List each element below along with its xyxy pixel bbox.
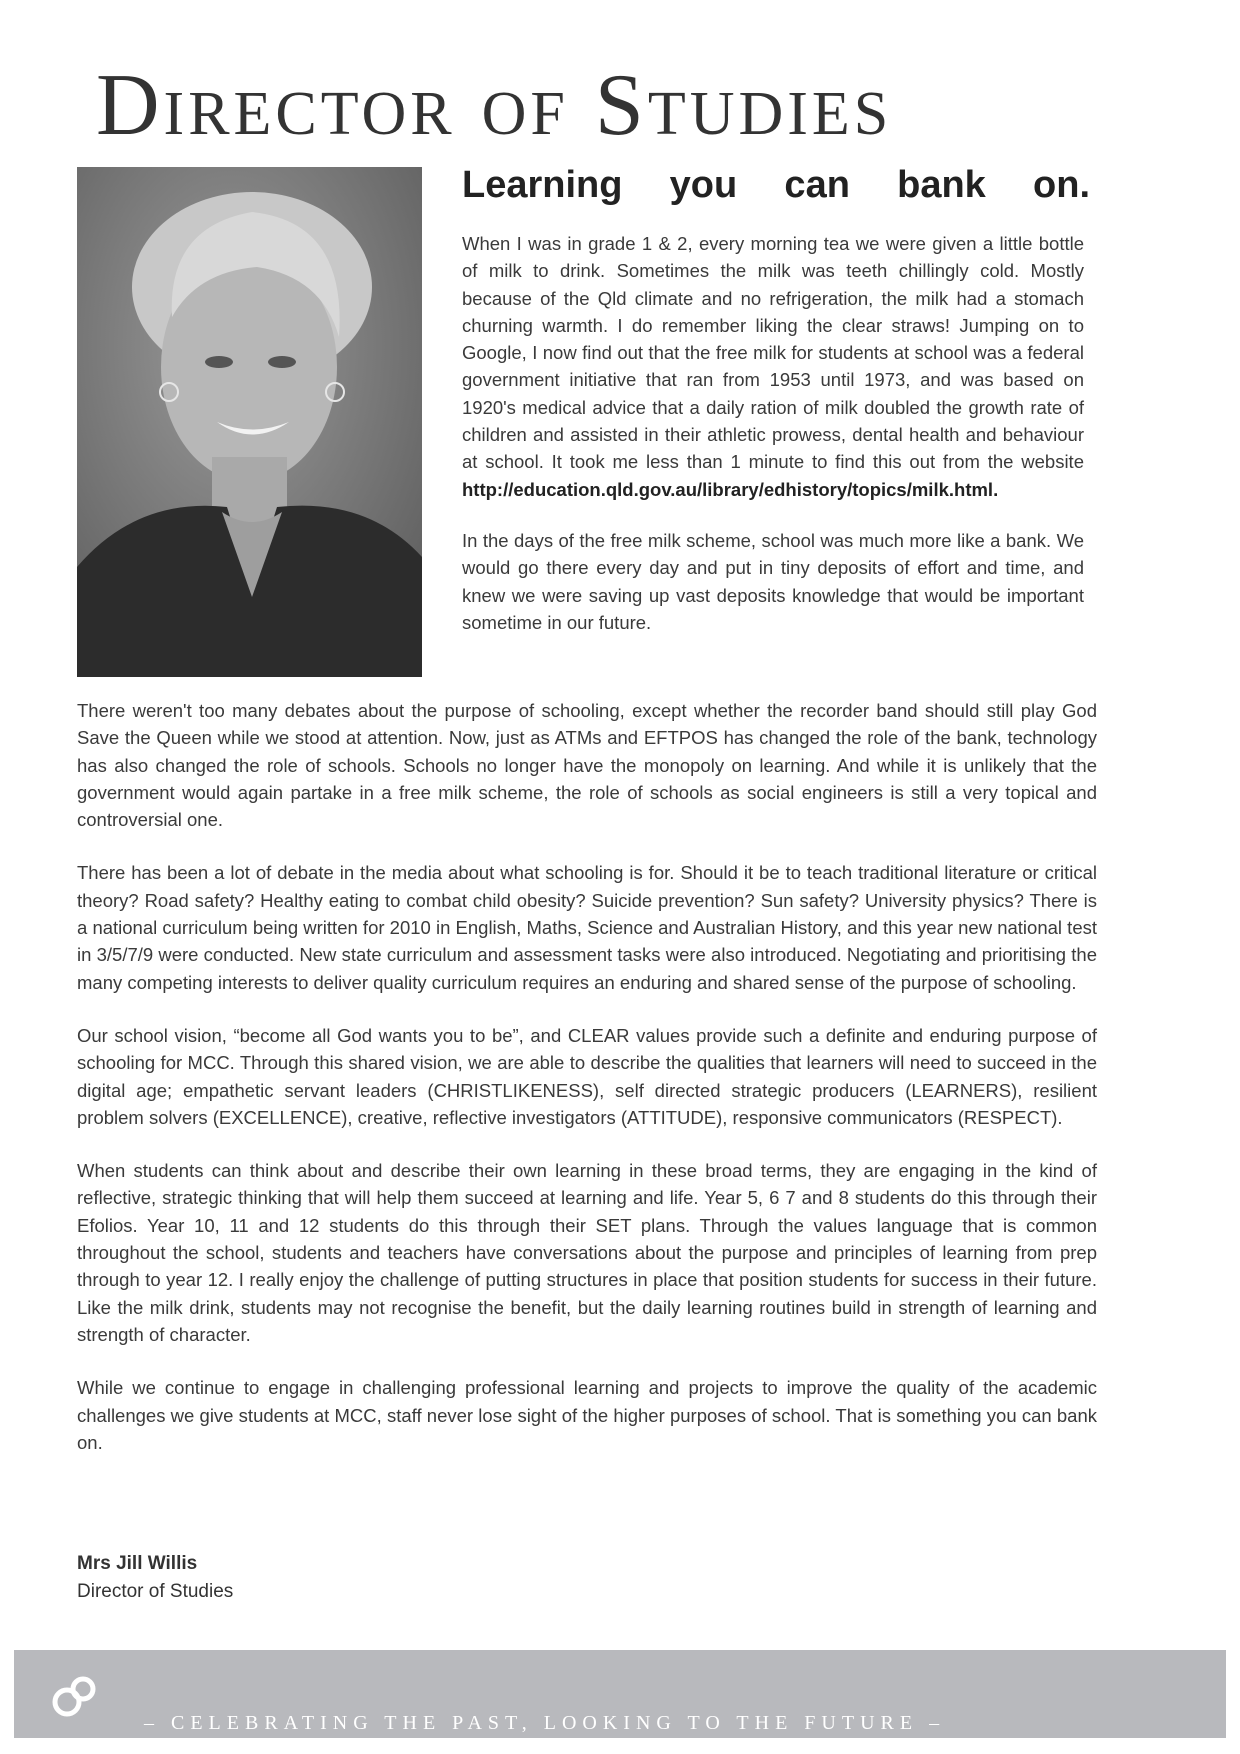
article-body xyxy=(77,697,1097,1456)
school-logo-icon xyxy=(50,1674,102,1720)
body-paragraph: While we continue to engage in challenging professional learning and projects to improve the quality of the academic challenges we give students at MCC, staff never lose sight of the higher purposes of school. That is something you can bank on. xyxy=(77,1377,1097,1453)
footer-band xyxy=(14,1650,1226,1738)
page-title: Director of Studies xyxy=(96,57,893,154)
body-paragraph: There has been a lot of debate in the media about what schooling is for. Should it be to teach traditional literature or critical theory? Road safety? Healthy eating to combat child obesity? Suicide prevention? Sun safety? University physics? There is a national curriculum being written for 2010 in English, Maths, Science and Australian History, and this year new national test in 3/5/7/9 were conducted. New state curriculum and assessment tasks were also introduced. Negotiating and prioritising the many competing interests to deliver quality curriculum requires an enduring and shared sense of the purpose of schooling. xyxy=(77,862,1097,993)
intro-paragraph: In the days of the free milk scheme, school was much more like a bank. We would go there every day and put in tiny deposits of effort and time, and knew we were saving up vast deposits knowledge that would be important sometime in our future. xyxy=(462,529,1084,633)
author-role: Director of Studies xyxy=(77,1581,234,1602)
article-headline: Learning you can bank on. xyxy=(462,164,1090,206)
author-name: Mrs Jill Willis xyxy=(77,1553,198,1574)
intro-column xyxy=(462,230,1084,636)
footer-tagline: – CELEBRATING THE PAST, LOOKING TO THE FUTURE – xyxy=(144,1712,946,1734)
body-paragraph: There weren't too many debates about the purpose of schooling, except whether the recorder band should still play God Save the Queen while we stood at attention. Now, just as ATMs and EFTPOS has changed the role of the bank, technology has also changed the role of schools. Schools no longer have the monopoly on learning. And while it is unlikely that the government would again partake in a free milk scheme, the role of schools as social engineers is still a very topical and controversial one. xyxy=(77,700,1097,831)
signoff xyxy=(77,1550,233,1606)
body-paragraph: Our school vision, “become all God wants you to be”, and CLEAR values provide such a definite and enduring purpose of schooling for MCC. Through this shared vision, we are able to describe the qualities that learners will need to succeed in the digital age; empathetic servant leaders (CHRISTLIKENESS), self directed strategic producers (LEARNERS), resilient problem solvers (EXCELLENCE), creative, reflective investigators (ATTITUDE), responsive communicators (RESPECT). xyxy=(77,1024,1097,1128)
portrait-photo xyxy=(77,167,422,677)
intro-paragraph: When I was in grade 1 & 2, every morning tea we were given a little bottle of milk to drink. Sometimes the milk was teeth chillingly cold. Mostly because of the Qld climate and no refrigeration, the milk had a stomach churning warmth. I do remember liking the clear straws! Jumping on to Google, I now find out that the free milk for students at school was a federal government initiative that ran from 1953 until 1973, and was based on 1920's medical advice that a daily ration of milk doubled the growth rate of children and assisted in their athletic prowess, dental health and behaviour at school. It took me less than 1 minute to find this out from the website http://education.qld.gov.au/library/edhistory/topics/milk.html. xyxy=(462,233,1084,500)
body-paragraph: When students can think about and describe their own learning in these broad terms, they are engaging in the kind of reflective, strategic thinking that will help them succeed at learning and life. Year 5, 6 7 and 8 students do this through their Efolios. Year 10, 11 and 12 students do this through their SET plans. Through the values language that is common throughout the school, students and teachers have conversations about the purpose and principles of learning from prep through to year 12. I really enjoy the challenge of putting structures in place that position students for success in their future. Like the milk drink, students may not recognise the benefit, but the daily learning routines build in strength of learning and strength of character. xyxy=(77,1160,1097,1345)
website-link[interactable]: http://education.qld.gov.au/library/edhistory/topics/milk.html. xyxy=(462,478,999,500)
